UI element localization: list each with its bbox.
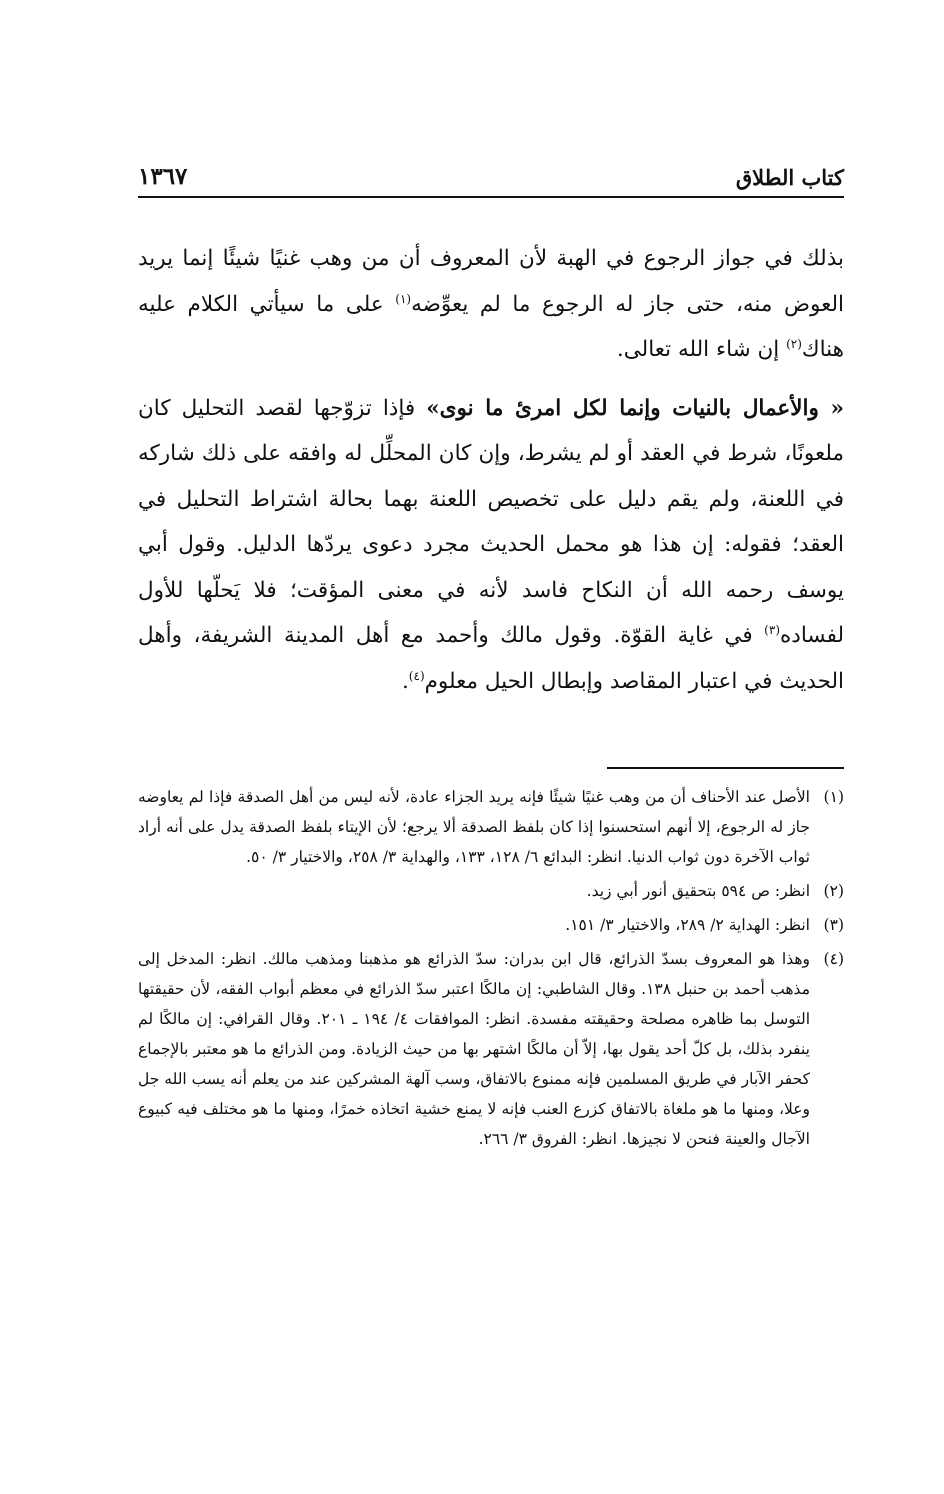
footnote-ref-3: (٣) (764, 622, 780, 637)
paragraph-2-text-c: . (401, 668, 409, 694)
hadith-quote: « والأعمال بالنيات وإنما لكل امرئ ما نوى» (426, 395, 844, 421)
footnote-number: (١) (823, 788, 844, 806)
footnote-text: انظر: الهداية ٢/ ٢٨٩، والاختيار ٣/ ١٥١. (565, 916, 810, 934)
footnote-text: الأصل عند الأحناف أن من وهب غنيًا شيئًا فإنه يريد الجزاء عادة، لأنه ليس من أهل الصدقة فإذا لم يعاوضه جاز له الرجوع، إلا أنهم استحسنوا إذا كان بلفظ الصدقة ألا يرجع؛ لأن الإيتاء بلفظ الصدقة يدل على أنه أراد ثواب الآخرة دون ثواب الدنيا. انظر: البدائع ٦/ ١٢٨، ١٣٣، والهداية ٣/ ٢٥٨، والاختيار ٣/ ٥٠. (138, 788, 810, 866)
footnote-number: (٢) (823, 882, 844, 900)
footnote-ref-2: (٢) (786, 336, 802, 351)
paragraph-1-text-a: بذلك في جواز الرجوع في الهبة لأن المعروف أن من وهب غنيًا شيئًا إنما يريد العوض منه، حتى جاز له الرجوع ما لم يعوِّضه (138, 246, 844, 317)
paragraph-1 (138, 236, 844, 373)
paragraph-1-text-b: على ما سيأتي الكلام عليه هناك (138, 291, 844, 362)
footnotes (138, 782, 844, 1154)
footnote-number: (٣) (823, 916, 844, 934)
main-text (138, 236, 844, 704)
chapter-title: كتاب الطلاق (735, 165, 844, 190)
footnote-2 (138, 876, 844, 906)
footnote-number: (٤) (823, 950, 844, 968)
paragraph-1-text-c: إن شاء الله تعالى. (616, 337, 787, 362)
footnote-ref-1: (١) (395, 291, 412, 306)
header-divider (138, 196, 844, 198)
page-number: ١٣٦٧ (138, 163, 188, 190)
footnote-4 (138, 944, 844, 1154)
footnote-text: وهذا هو المعروف بسدّ الذرائع، قال ابن بدران: سدّ الذرائع هو مذهبنا ومذهب مالك. انظر: المدخل إلى مذهب أحمد بن حنبل ١٣٨. وقال الشاطبي: إن مالكًا اعتبر سدّ الذرائع في معظم أبواب الفقه، لأن حقيقتها التوسل بما ظاهره مصلحة وحقيقته مفسدة. انظر: الموافقات ٤/ ١٩٤ ـ ٢٠١. وقال القرافي: إن مالكًا لم ينفرد بذلك، بل كلّ أحد يقول بها، إلاّ أن مالكًا اشتهر بها من حيث الزيادة. ومن الذرائع ما هو معتبر بالإجماع كحفر الآبار في طريق المسلمين فإنه ممنوع بالاتفاق، وسب آلهة المشركين عند من يعلم أنه يسب الله جل وعلا، ومنها ما هو ملغاة بالاتفاق كزرع العنب فإنه لا يمنع خشية اتخاذه خمرًا، ومنها ما هو مختلف فيه كبيوع الآجال والعينة فنحن لا نجيزها. انظر: الفروق ٣/ ٢٦٦. (138, 950, 810, 1148)
footnote-1 (138, 782, 844, 872)
footnote-ref-4: (٤) (408, 668, 425, 683)
paragraph-2 (138, 386, 844, 705)
paragraph-2-text-b: في غاية القوّة. وقول مالك وأحمد مع أهل المدينة الشريفة، وأهل الحديث في اعتبار المقاصد وإبطال الحيل معلوم (138, 623, 844, 694)
paragraph-2-text-a: فإذا تزوّجها لقصد التحليل كان ملعونًا، شرط في العقد أو لم يشرط، وإن كان المحلِّل له وافقه على ذلك شاركه في اللعنة، ولم يقم دليل على تخصيص اللعنة بهما بحالة اشتراط التحليل في العقد؛ فقوله: إن هذا هو محمل الحديث مجرد دعوى يردّها الدليل. وقول أبي يوسف رحمه الله أن النكاح فاسد لأنه في معنى المؤقت؛ فلا يَحلّها للأول لفساده (138, 395, 844, 648)
footnote-text: انظر: ص ٥٩٤ بتحقيق أنور أبي زيد. (586, 882, 810, 900)
footnote-divider (607, 767, 844, 769)
running-header (138, 150, 844, 190)
footnote-3 (138, 910, 844, 940)
